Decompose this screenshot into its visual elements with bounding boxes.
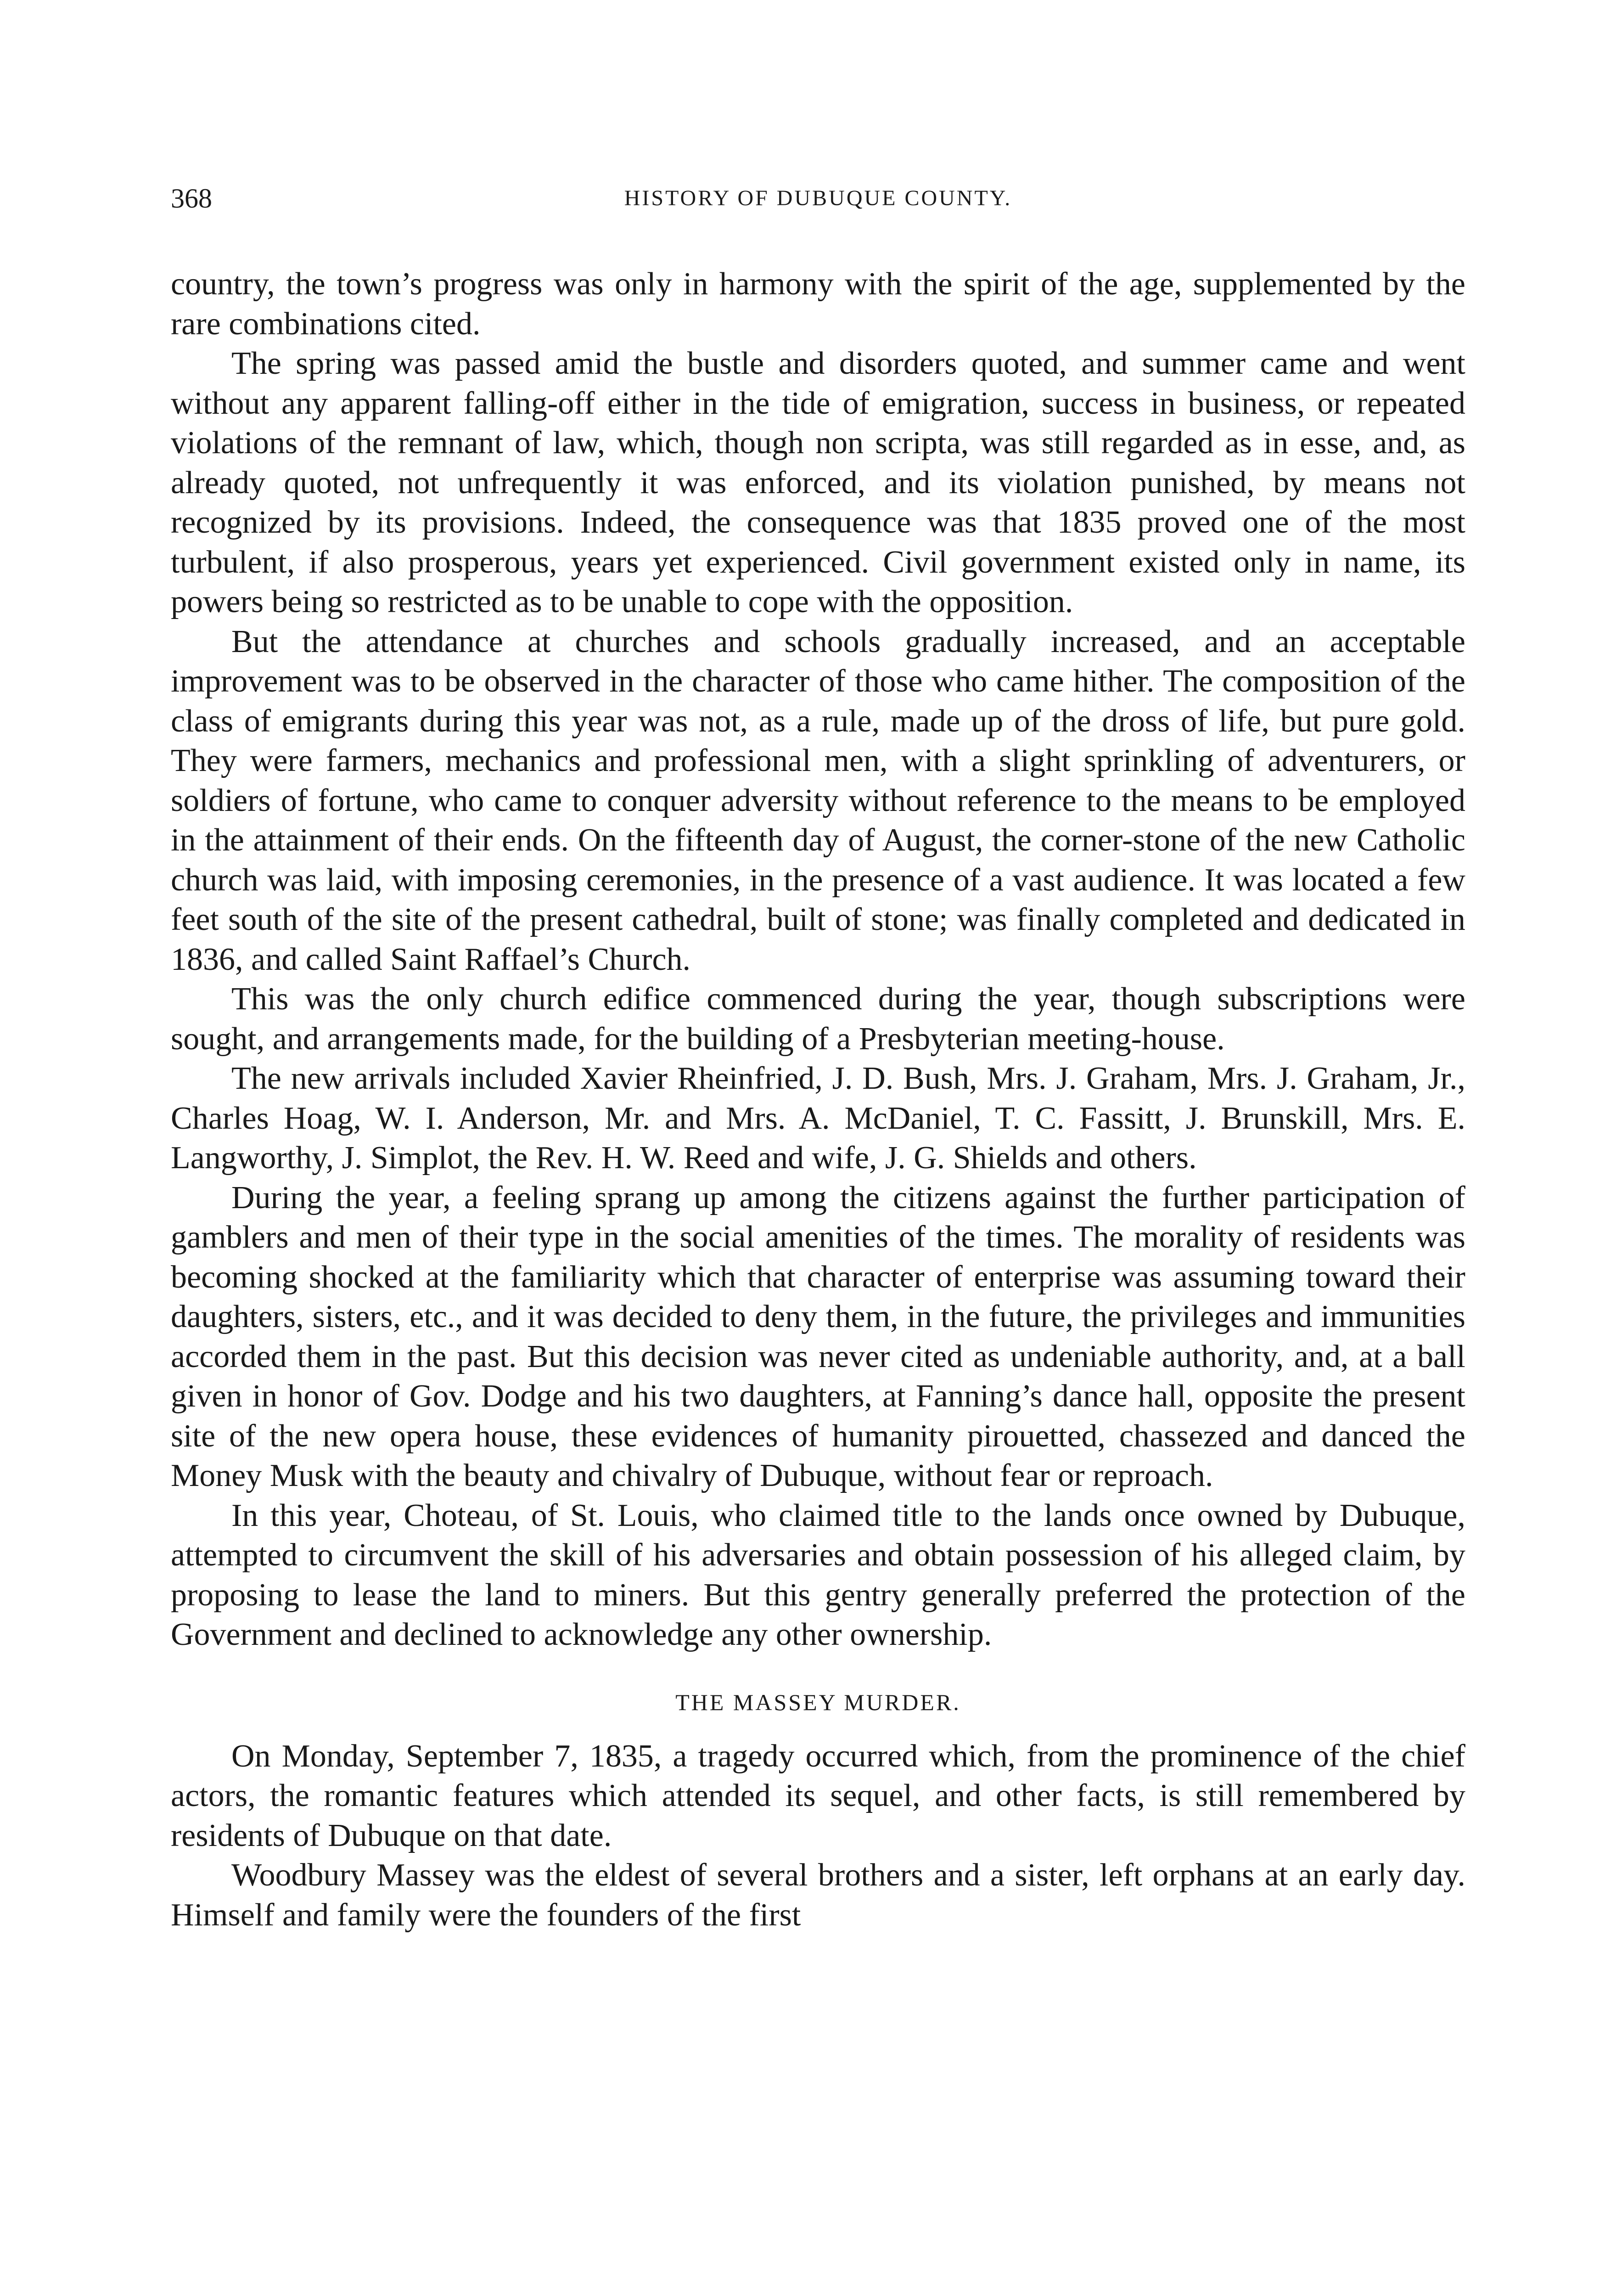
paragraph: This was the only church edifice commenced during the year, though subscriptions were sought, and arrangements made, for the building of a Presbyterian meeting-house. — [171, 981, 1465, 1057]
running-title: HISTORY OF DUBUQUE COUNTY. — [624, 186, 1012, 210]
paragraph: The spring was passed amid the bustle and disorders quoted, and summer came and went without any apparent falling-off either in the tide of emigration, success in business, or repeated violations of the remnant of law, which, though non scripta, was still regarded as in esse, and, as already quoted, not unfrequently it was enforced, and its violation punished, by means not recognized by its provisions. Indeed, the consequence was that 1835 proved one of the most turbulent, if also prosperous, years yet experienced. Civil government existed only in name, its powers being so restricted as to be unable to cope with the opposition. — [171, 346, 1465, 619]
paragraph: In this year, Choteau, of St. Louis, who claimed title to the lands once owned by Dubuque, attempted to circumvent the skill of his adversaries and obtain possession of his alleged claim, by proposing to lease the land to miners. But this gentry generally preferred the protection of the Government and declined to acknowledge any other ownership. — [171, 1497, 1465, 1652]
paragraph: The new arrivals included Xavier Rheinfried, J. D. Bush, Mrs. J. Graham, Mrs. J. Graham, Jr., Charles Hoag, W. I. Anderson, Mr. and Mrs. A. McDaniel, T. C. Fassitt, J. Brunskill, Mrs. E. Langworthy, J. Simplot, the Rev. H. W. Reed and wife, J. G. Shields and others. — [171, 1061, 1465, 1176]
paragraph: On Monday, September 7, 1835, a tragedy occurred which, from the prominence of the chief actors, the romantic features which attended its sequel, and other facts, is still remembered by residents of Dubuque on that date. — [171, 1738, 1465, 1853]
body-text — [171, 264, 1465, 1935]
running-head — [171, 180, 1465, 217]
paragraph: But the attendance at churches and schools gradually increased, and an acceptable improvement was to be observed in the character of those who came hither. The composition of the class of emigrants during this year was not, as a rule, made up of the dross of life, but pure gold. They were farmers, mechanics and professional men, with a slight sprinkling of adventurers, or soldiers of fortune, who came to conquer adversity without reference to the means to be employed in the attainment of their ends. On the fifteenth day of August, the corner-stone of the new Catholic church was laid, with imposing ceremonies, in the presence of a vast audience. It was located a few feet south of the site of the present cathedral, built of stone; was finally completed and dedicated in 1836, and called Saint Raffael’s Church. — [171, 624, 1465, 977]
paragraph-continued: country, the town’s progress was only in harmony with the spirit of the age, supplemented by the rare combinations cited. — [171, 266, 1465, 342]
page-number: 368 — [171, 183, 212, 214]
paragraph: Woodbury Massey was the eldest of several brothers and a sister, left orphans at an early day. Himself and family were the founders of the first — [171, 1857, 1465, 1933]
section-heading: THE MASSEY MURDER. — [675, 1689, 961, 1715]
paragraph: During the year, a feeling sprang up among the citizens against the further participation of gamblers and men of their type in the social amenities of the times. The morality of residents was becoming shocked at the familiarity which that character of enterprise was assuming toward their daughters, sisters, etc., and it was decided to deny them, in the future, the privileges and immunities accorded them in the past. But this decision was never cited as undeniable authority, and, at a ball given in honor of Gov. Dodge and his two daughters, at Fanning’s dance hall, opposite the present site of the new opera house, these evidences of humanity pirouetted, chassezed and danced the Money Musk with the beauty and chivalry of Dubuque, without fear or reproach. — [171, 1180, 1465, 1493]
